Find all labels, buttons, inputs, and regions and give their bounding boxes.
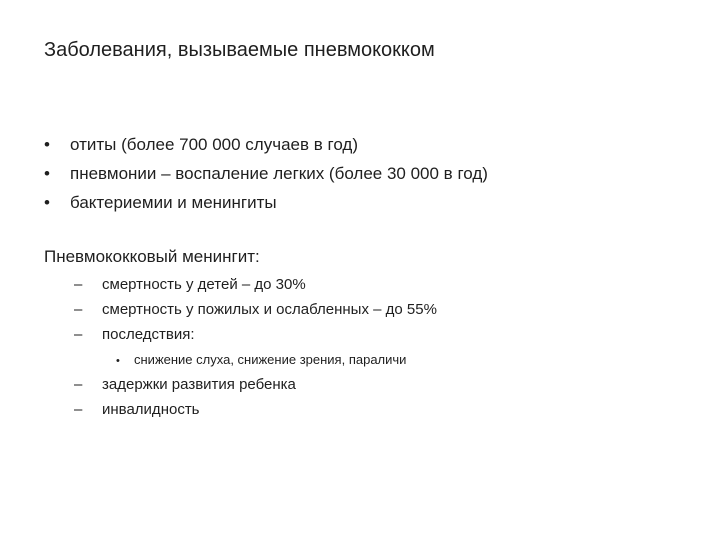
bullet-marker: • — [44, 164, 50, 183]
list-item — [74, 372, 437, 397]
list-item — [74, 297, 437, 322]
dash-marker: – — [74, 301, 83, 318]
meningitis-heading: Пневмококковый менингит: — [44, 247, 260, 266]
list-item-text: последствия: — [102, 326, 195, 343]
list-item-text: бактериемии и менингиты — [70, 193, 277, 212]
nested-list-item — [74, 347, 437, 372]
bullet-marker: • — [116, 355, 120, 367]
list-item — [74, 272, 437, 297]
list-item-text: инвалидность — [102, 401, 200, 418]
dash-marker: – — [74, 276, 83, 293]
dash-marker: – — [74, 326, 83, 343]
list-item — [44, 188, 488, 217]
list-item-text: отиты (более 700 000 случаев в год) — [70, 135, 358, 154]
dash-marker: – — [74, 376, 83, 393]
list-item-text: снижение слуха, снижение зрения, параличи — [134, 352, 407, 367]
dash-marker: – — [74, 401, 83, 418]
list-item — [44, 130, 488, 159]
list-item-text: пневмонии – воспаление легких (более 30 000 в год) — [70, 164, 488, 183]
list-item — [74, 322, 437, 347]
disease-list — [44, 130, 488, 217]
meningitis-list — [74, 272, 437, 422]
list-item-text: смертность у детей – до 30% — [102, 276, 306, 293]
bullet-marker: • — [44, 135, 50, 154]
list-item-text: задержки развития ребенка — [102, 376, 296, 393]
list-item-text: смертность у пожилых и ослабленных – до 55% — [102, 301, 437, 318]
list-item — [44, 159, 488, 188]
list-item — [74, 397, 437, 422]
slide-title: Заболевания, вызываемые пневмококком — [44, 39, 435, 61]
bullet-marker: • — [44, 193, 50, 212]
